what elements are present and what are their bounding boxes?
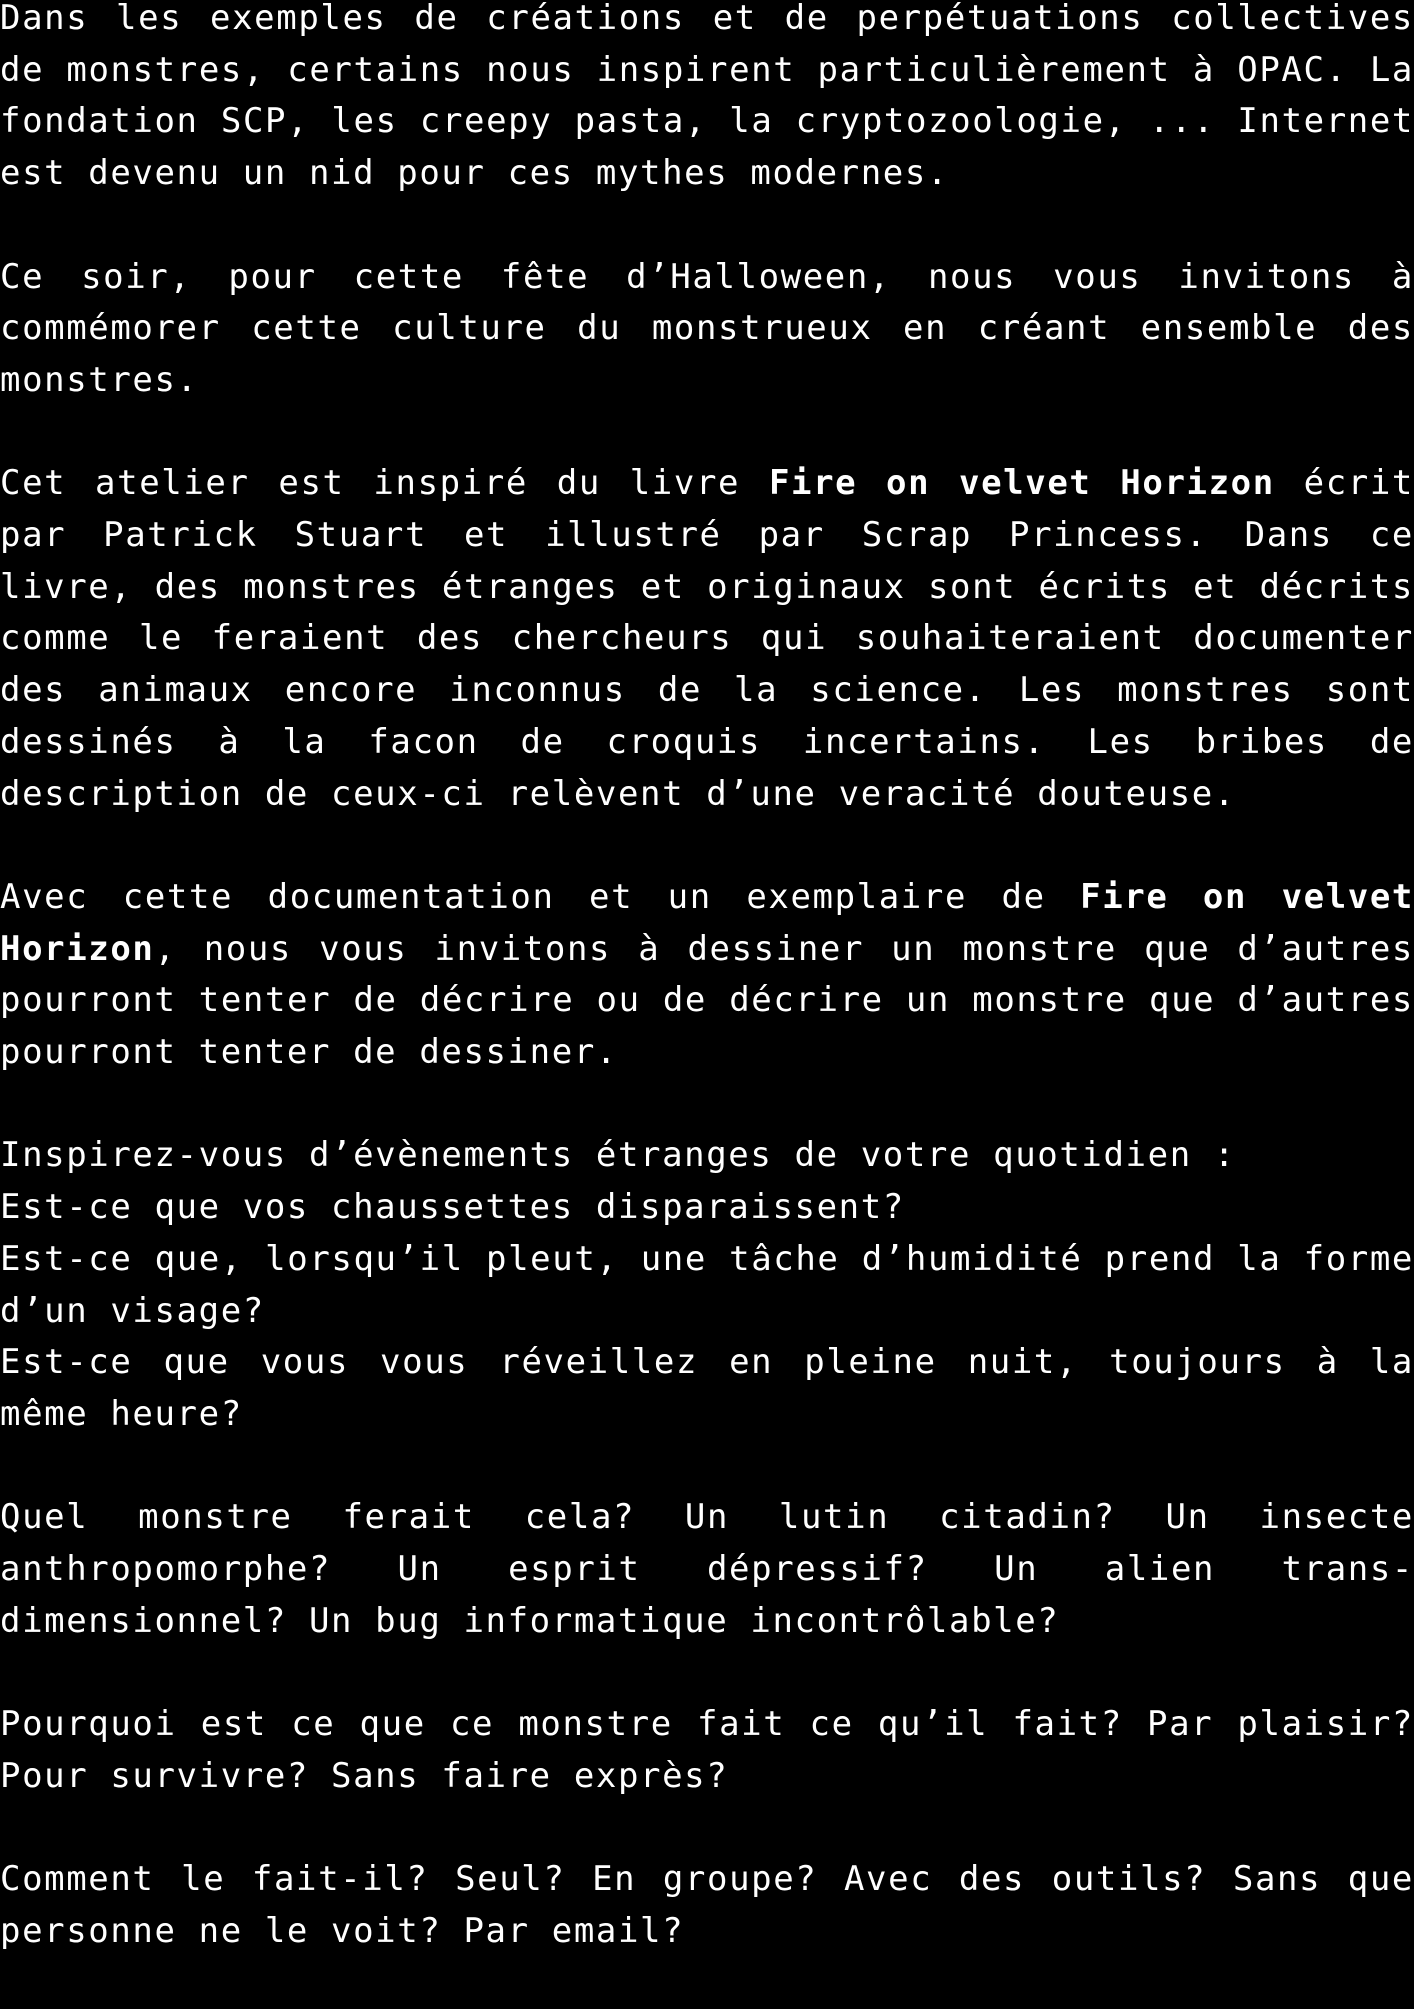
paragraph-workshop-invitation: [0, 872, 1414, 1079]
paragraph-book-inspiration: [0, 458, 1414, 820]
paragraph-workshop-invitation-after: , nous vous invitons à dessiner un monstre que d’autres pourront tenter de décrire ou de décrire un monstre que d’autres pourront tenter de dessiner.: [0, 928, 1414, 1073]
paragraph-why: Pourquoi est ce que ce monstre fait ce qu’il fait? Par plaisir? Pour survivre? Sans faire exprès?: [0, 1704, 1414, 1796]
text-line: Est-ce que vous vous réveillez en pleine nuit, toujours à la même heure?: [0, 1342, 1414, 1434]
book-title: Fire on velvet Horizon: [768, 463, 1275, 504]
paragraph-questions-daily-life: [0, 1130, 1414, 1440]
paragraph-how: Comment le fait-il? Seul? En groupe? Avec des outils? Sans que personne ne le voit? Par email?: [0, 1859, 1414, 1951]
paragraph-which-monster: Quel monstre ferait cela? Un lutin citadin? Un insecte anthropomorphe? Un esprit dépressif? Un alien trans-dimensionnel? Un bug informatique incontrôlable?: [0, 1497, 1414, 1641]
text-line: Est-ce que vos chaussettes disparaissent?: [0, 1187, 905, 1228]
text-line: Est-ce que, lorsqu’il pleut, une tâche d’humidité prend la forme d’un visage?: [0, 1238, 1414, 1331]
paragraph-intro: Dans les exemples de créations et de perpétuations collectives de monstres, certains nous inspirent particulièrement à OPAC. La fondation SCP, les creepy pasta, la cryptozoologie, ... Internet est devenu un nid pour ces mythes modernes.: [0, 0, 1414, 194]
paragraph-book-inspiration-before: Cet atelier est inspiré du livre: [0, 463, 769, 504]
paragraph-workshop-invitation-before: Avec cette documentation et un exemplaire de: [0, 876, 1081, 917]
book-title: Fire on velvet Horizon: [0, 876, 1414, 969]
paragraph-halloween-invitation: Ce soir, pour cette fête d’Halloween, nous vous invitons à commémorer cette culture du monstrueux en créant ensemble des monstres.: [0, 256, 1414, 400]
text-line: Inspirez-vous d’évènements étranges de votre quotidien :: [0, 1135, 1236, 1176]
paragraph-book-inspiration-after: écrit par Patrick Stuart et illustré par Scrap Princess. Dans ce livre, des monstres étranges et originaux sont écrits et décrits comme le feraient des chercheurs qui souhaiteraient documenter des animaux encore inconnus de la science. Les monstres sont dessinés à la facon de croquis incertains. Les bribes de description de ceux-ci relèvent d’une veracité douteuse.: [0, 463, 1414, 814]
